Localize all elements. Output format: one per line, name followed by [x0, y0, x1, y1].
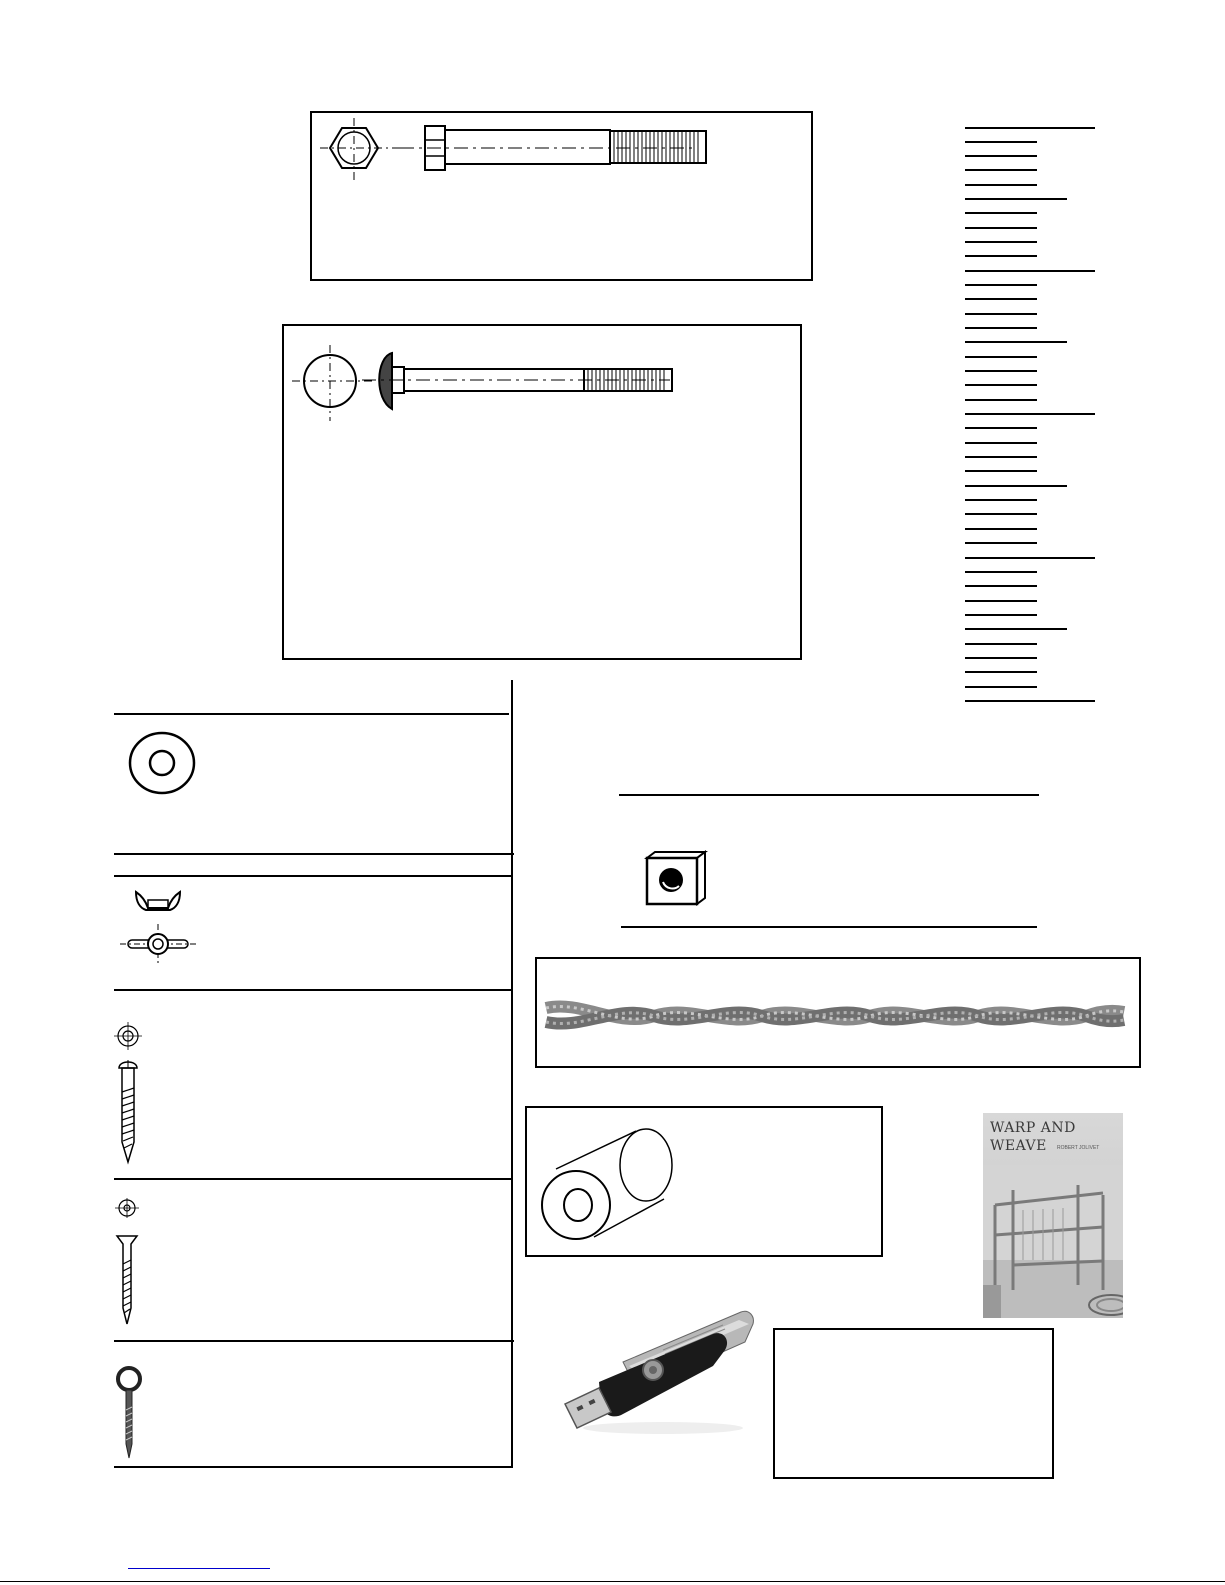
book-cover-icon [983, 1113, 1123, 1318]
pan-head-screw-icon [113, 1022, 153, 1167]
square-nut-rule [619, 794, 1039, 796]
eye-screw-icon [115, 1366, 149, 1461]
parts-table-rule [114, 1466, 512, 1468]
book-author: ROBERT JOLIVET [1057, 1145, 1100, 1151]
square-nut-icon [643, 848, 711, 908]
book-photo [983, 1165, 1123, 1318]
parts-table-rule [114, 1340, 514, 1342]
parts-table-rule [114, 1178, 511, 1180]
parts-table-rule [114, 713, 509, 715]
twisted-cord-icon [546, 998, 1124, 1034]
footer-link[interactable] [128, 1568, 270, 1569]
wing-nut-icon [118, 888, 198, 968]
parts-table-rule [114, 989, 511, 991]
parts-table-rule [114, 875, 511, 877]
parts-table-divider [511, 680, 513, 1468]
label-box [773, 1328, 1054, 1479]
spacer-icon [540, 1125, 680, 1245]
parts-table-rule [114, 853, 514, 855]
usb-drive-icon [563, 1310, 763, 1440]
footer-rule [0, 1581, 1225, 1582]
square-nut-rule [621, 926, 1037, 928]
hex-bolt-icon [320, 118, 720, 188]
carriage-bolt-icon [292, 343, 692, 423]
flat-washer-icon [128, 730, 198, 796]
book-title: WARP AND WEAVE [990, 1120, 1076, 1154]
flat-head-screw-icon [113, 1198, 153, 1328]
